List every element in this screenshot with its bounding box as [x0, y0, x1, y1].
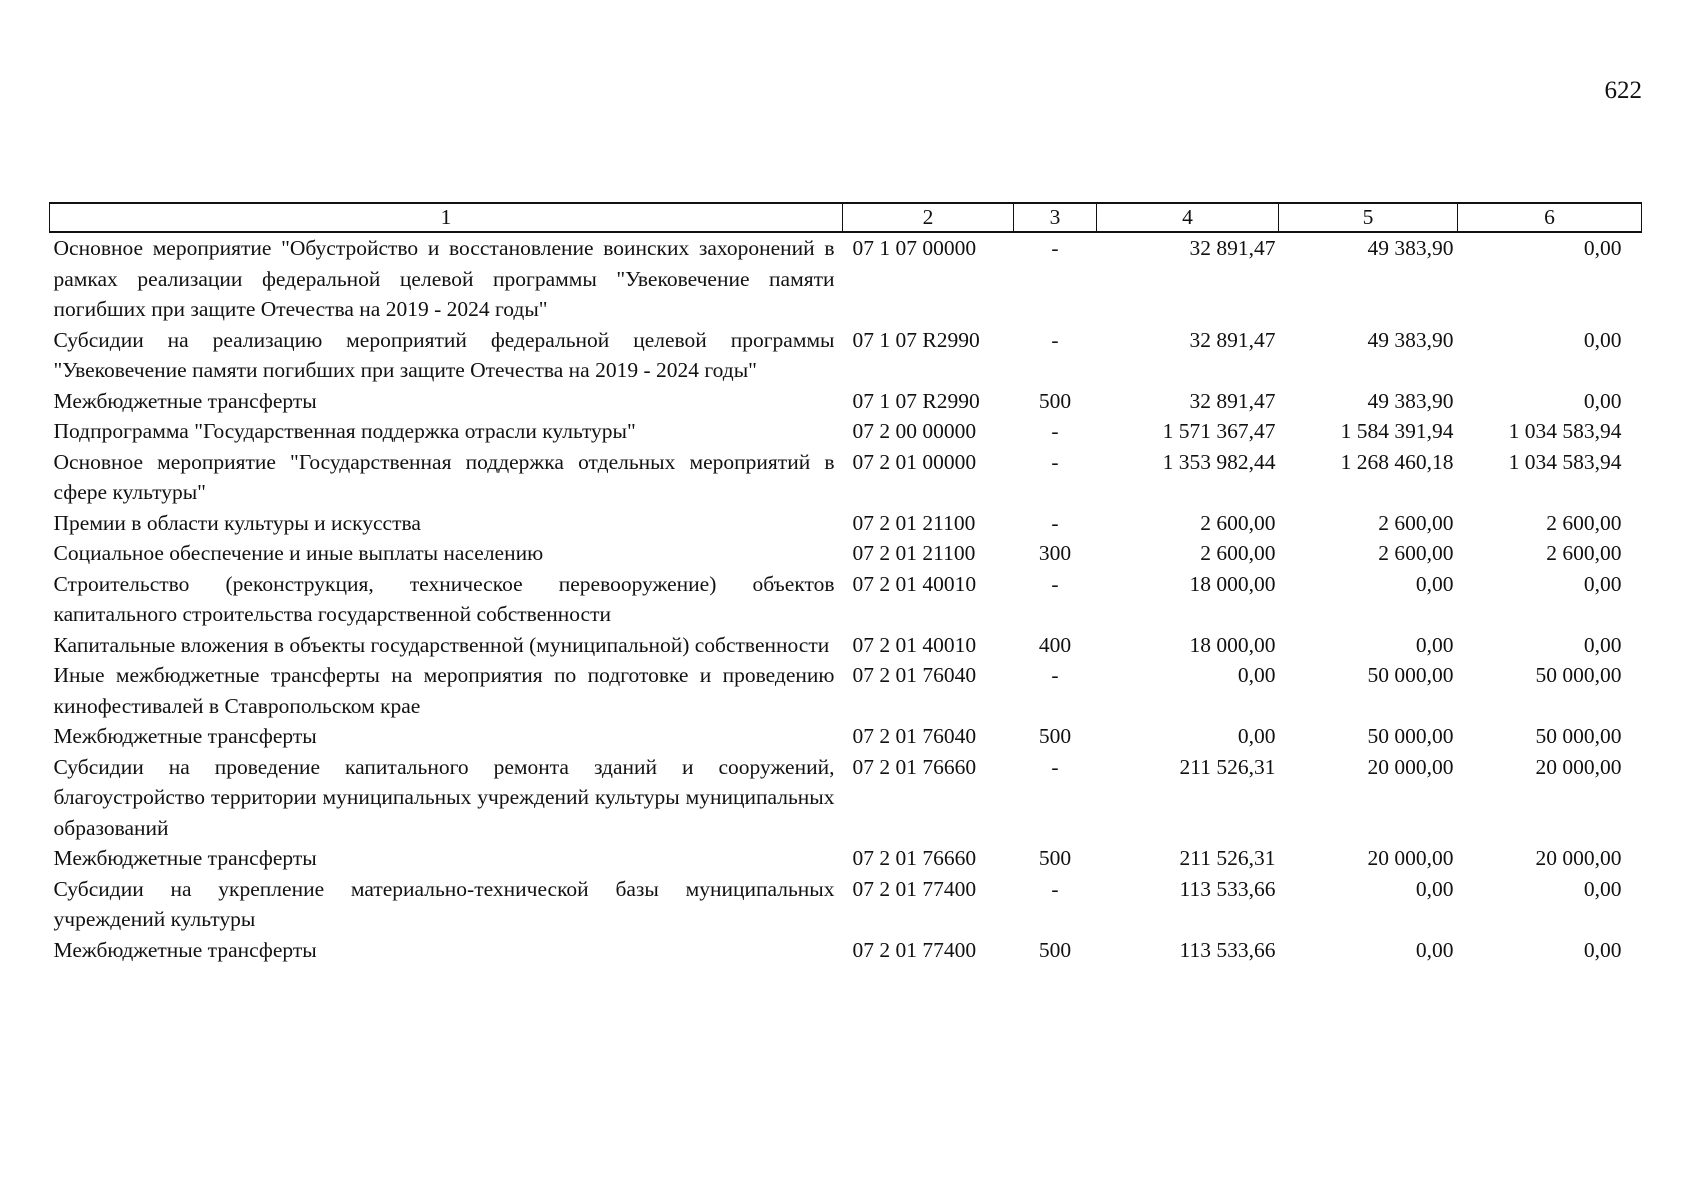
header-col-6: 6 [1458, 203, 1642, 232]
row-amount-col6: 2 600,00 [1546, 541, 1622, 565]
row-expense-type: - [1051, 510, 1059, 535]
row-amount-col6: 1 034 583,94 [1508, 419, 1622, 443]
header-col-3: 3 [1014, 203, 1097, 232]
row-amount-col5: 49 383,90 [1367, 327, 1454, 352]
row-amount-col4: 1 353 982,44 [1162, 449, 1276, 474]
row-name: Субсидии на укрепление материально-технической базы муниципальных учреждений культуры [53, 876, 835, 931]
row-amount-col5: 2 600,00 [1378, 510, 1454, 535]
row-amount-col6: 0,00 [1583, 876, 1622, 901]
row-amount-col5: 49 383,90 [1367, 388, 1454, 413]
row-name: Строительство (реконструкция, техническое перевооружение) объектов капитального строительства государственной собственности [53, 571, 835, 626]
table-row [50, 935, 1642, 966]
row-code: 07 2 01 77400 [852, 876, 977, 901]
row-amount-col5: 1 584 391,94 [1340, 419, 1454, 443]
table-row [50, 843, 1642, 874]
row-name: Социальное обеспечение и иные выплаты населению [53, 541, 544, 565]
row-code: 07 2 01 21100 [852, 541, 976, 565]
row-amount-col4: 211 526,31 [1179, 846, 1276, 870]
row-expense-type: - [1051, 571, 1059, 596]
row-amount-col6: 0,00 [1583, 937, 1622, 962]
row-amount-col6: 0,00 [1583, 388, 1622, 413]
row-amount-col5: 2 600,00 [1378, 541, 1454, 565]
row-amount-col5: 0,00 [1415, 876, 1454, 901]
row-code: 07 1 07 R2990 [852, 388, 980, 413]
row-expense-type: 500 [1038, 388, 1072, 413]
page-number: 622 [1604, 77, 1642, 104]
table-row [50, 874, 1642, 935]
row-amount-col4: 0,00 [1237, 724, 1276, 748]
row-amount-col4: 32 891,47 [1189, 236, 1276, 260]
budget-table [49, 202, 1642, 965]
row-code: 07 2 01 76660 [852, 754, 977, 779]
table-row [50, 447, 1642, 508]
row-amount-col6: 0,00 [1583, 236, 1622, 260]
row-amount-col4: 32 891,47 [1189, 327, 1276, 352]
row-amount-col4: 32 891,47 [1189, 388, 1276, 413]
row-amount-col5: 0,00 [1415, 632, 1454, 657]
row-code: 07 2 01 76040 [852, 724, 977, 748]
row-code: 07 1 07 00000 [852, 236, 977, 260]
row-name: Межбюджетные трансферты [53, 846, 317, 870]
header-col-4: 4 [1097, 203, 1279, 232]
row-code: 07 2 01 76040 [852, 663, 977, 687]
row-amount-col5: 20 000,00 [1367, 754, 1454, 779]
row-expense-type: - [1051, 236, 1059, 260]
row-expense-type: - [1051, 419, 1059, 443]
row-code: 07 2 01 00000 [852, 449, 977, 474]
row-amount-col4: 2 600,00 [1200, 510, 1276, 535]
table-row [50, 752, 1642, 844]
row-name: Иные межбюджетные трансферты на мероприятия по подготовке и проведению кинофестивалей в Ставропольском крае [53, 663, 835, 718]
row-amount-col6: 1 034 583,94 [1508, 449, 1622, 474]
row-code: 07 2 01 40010 [852, 632, 977, 657]
row-amount-col4: 0,00 [1237, 663, 1276, 687]
row-amount-col5: 0,00 [1415, 937, 1454, 962]
table-row [50, 386, 1642, 417]
row-expense-type: 400 [1038, 632, 1072, 657]
row-amount-col4: 113 533,66 [1179, 937, 1276, 962]
row-expense-type: 300 [1038, 541, 1072, 565]
row-amount-col6: 0,00 [1583, 632, 1622, 657]
row-expense-type: - [1051, 449, 1059, 474]
row-amount-col4: 211 526,31 [1179, 754, 1276, 779]
row-amount-col5: 1 268 460,18 [1340, 449, 1454, 474]
row-amount-col6: 2 600,00 [1546, 510, 1622, 535]
row-code: 07 1 07 R2990 [852, 327, 980, 352]
row-amount-col6: 20 000,00 [1535, 754, 1622, 779]
table-body [50, 232, 1642, 965]
row-name: Межбюджетные трансферты [53, 937, 317, 962]
row-amount-col4: 18 000,00 [1189, 632, 1276, 657]
row-code: 07 2 01 76660 [852, 846, 977, 870]
row-amount-col6: 0,00 [1583, 571, 1622, 596]
row-expense-type: - [1051, 663, 1059, 687]
row-code: 07 2 01 40010 [852, 571, 977, 596]
table-row [50, 660, 1642, 721]
row-expense-type: - [1051, 754, 1059, 779]
table-row [50, 232, 1642, 325]
row-name: Основное мероприятие "Государственная поддержка отдельных мероприятий в сфере культуры" [53, 449, 835, 504]
row-amount-col5: 49 383,90 [1367, 236, 1454, 260]
row-amount-col5: 20 000,00 [1367, 846, 1454, 870]
row-name: Межбюджетные трансферты [53, 724, 317, 748]
row-name: Субсидии на проведение капитального ремонта зданий и сооружений, благоустройство территории муниципальных учреждений культуры муниципальных образований [53, 754, 835, 840]
header-col-1: 1 [50, 203, 843, 232]
header-row [50, 203, 1642, 232]
row-name: Основное мероприятие "Обустройство и восстановление воинских захоронений в рамках реализации федеральной целевой программы "Увековечение памяти погибших при защите Отечества на 2019 - 2024 годы" [53, 236, 835, 321]
row-amount-col6: 50 000,00 [1535, 724, 1622, 748]
row-amount-col4: 18 000,00 [1189, 571, 1276, 596]
table-row [50, 538, 1642, 569]
row-amount-col5: 50 000,00 [1367, 724, 1454, 748]
row-name: Премии в области культуры и искусства [53, 510, 421, 535]
table-row [50, 416, 1642, 447]
row-expense-type: 500 [1038, 937, 1072, 962]
row-name: Субсидии на реализацию мероприятий федеральной целевой программы "Увековечение памяти погибших при защите Отечества на 2019 - 2024 годы" [53, 327, 835, 382]
row-amount-col6: 0,00 [1583, 327, 1622, 352]
row-name: Подпрограмма "Государственная поддержка отрасли культуры" [53, 419, 636, 443]
row-amount-col4: 2 600,00 [1200, 541, 1276, 565]
header-col-2: 2 [843, 203, 1014, 232]
row-amount-col6: 20 000,00 [1535, 846, 1622, 870]
table-header [50, 203, 1642, 232]
row-expense-type: - [1051, 327, 1059, 352]
row-expense-type: 500 [1038, 846, 1072, 870]
row-code: 07 2 00 00000 [852, 419, 977, 443]
row-code: 07 2 01 21100 [852, 510, 976, 535]
row-name: Капитальные вложения в объекты государственной (муниципальной) собственности [53, 632, 830, 657]
row-expense-type: - [1051, 876, 1059, 901]
table-row [50, 569, 1642, 630]
table-row [50, 721, 1642, 752]
table-row [50, 508, 1642, 539]
row-amount-col4: 113 533,66 [1179, 876, 1276, 901]
header-col-5: 5 [1279, 203, 1458, 232]
table-row [50, 630, 1642, 661]
row-amount-col5: 50 000,00 [1367, 663, 1454, 687]
row-amount-col4: 1 571 367,47 [1162, 419, 1276, 443]
row-name: Межбюджетные трансферты [53, 388, 317, 413]
row-expense-type: 500 [1038, 724, 1072, 748]
row-amount-col6: 50 000,00 [1535, 663, 1622, 687]
table-row [50, 325, 1642, 386]
row-amount-col5: 0,00 [1415, 571, 1454, 596]
row-code: 07 2 01 77400 [852, 937, 977, 962]
